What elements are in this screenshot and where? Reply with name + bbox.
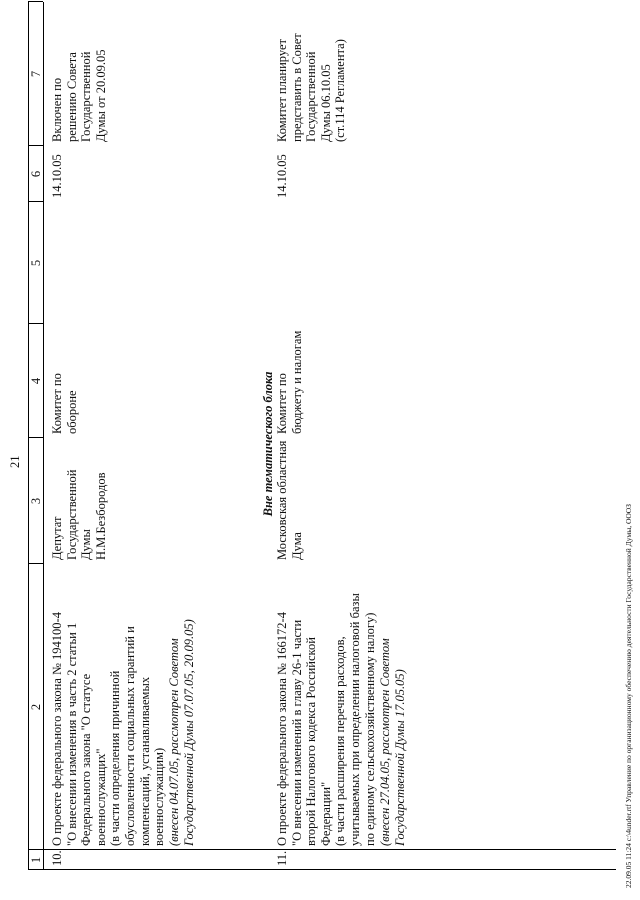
header-col-4: 4 — [29, 377, 43, 385]
row-number: 11. — [275, 850, 289, 866]
header-col-5: 5 — [29, 259, 43, 267]
row-date: 14.10.05 — [50, 154, 64, 198]
header-col-1: 1 — [29, 856, 43, 864]
row-status: Комитет планирует представить в Совет Государственной Думы 06.10.05 (ст.114 Регламента) — [275, 33, 348, 142]
row-note: (внесен 27.04.05, рассмотрен Советом Государственной Думы 17.05.05) — [378, 638, 407, 846]
header-col-2: 2 — [29, 703, 43, 711]
row-committee: Комитет по обороне — [50, 373, 79, 434]
row-initiator: Депутат Государственной Думы Н.М.Безбородов — [50, 469, 108, 560]
row-title: О проекте федерального закона № 194100-4 "О внесении изменения в часть 2 статьи 1 Федерального закона "О статусе военнослужащих" (в части определения причинной обусловленности социальных гарантий и компенсаций, устанавливаемых военнослужащим) — [50, 612, 167, 846]
col-divider-left — [28, 869, 616, 870]
row-committee: Комитет по бюджету и налогам — [275, 330, 304, 434]
header-col-6: 6 — [29, 170, 43, 178]
header-col-7: 7 — [29, 70, 43, 78]
section-heading: Вне тематического блока — [260, 371, 275, 517]
col-divider-1-2 — [28, 849, 616, 850]
page-number: 21 — [8, 455, 22, 468]
page-footer: 22.09.05 11:24 c:\4under.rtf Управление по организационному обеспечению деятельности Государственной Думы, ОООЗ — [624, 504, 633, 888]
row-date: 14.10.05 — [275, 154, 289, 198]
row-note: (внесен 04.07.05, рассмотрен Советом Государственной Думы 07.07.05, 20.09.05) — [167, 619, 196, 846]
header-col-3: 3 — [29, 497, 43, 505]
row-initiator: Московская областная Дума — [275, 440, 304, 560]
row-status: Включен по решению Совета Государственной Думы от 20.09.05 — [50, 49, 108, 142]
row-title: О проекте федерального закона № 166172-4 "О внесении изменений в главу 26-1 части второй Налогового кодекса Российской Федерации" (в части расширения перечня расходов, учитываемых при определении налоговой базы по единому сельскохозяйственному налогу) — [275, 593, 377, 846]
row-number: 10. — [50, 850, 64, 866]
